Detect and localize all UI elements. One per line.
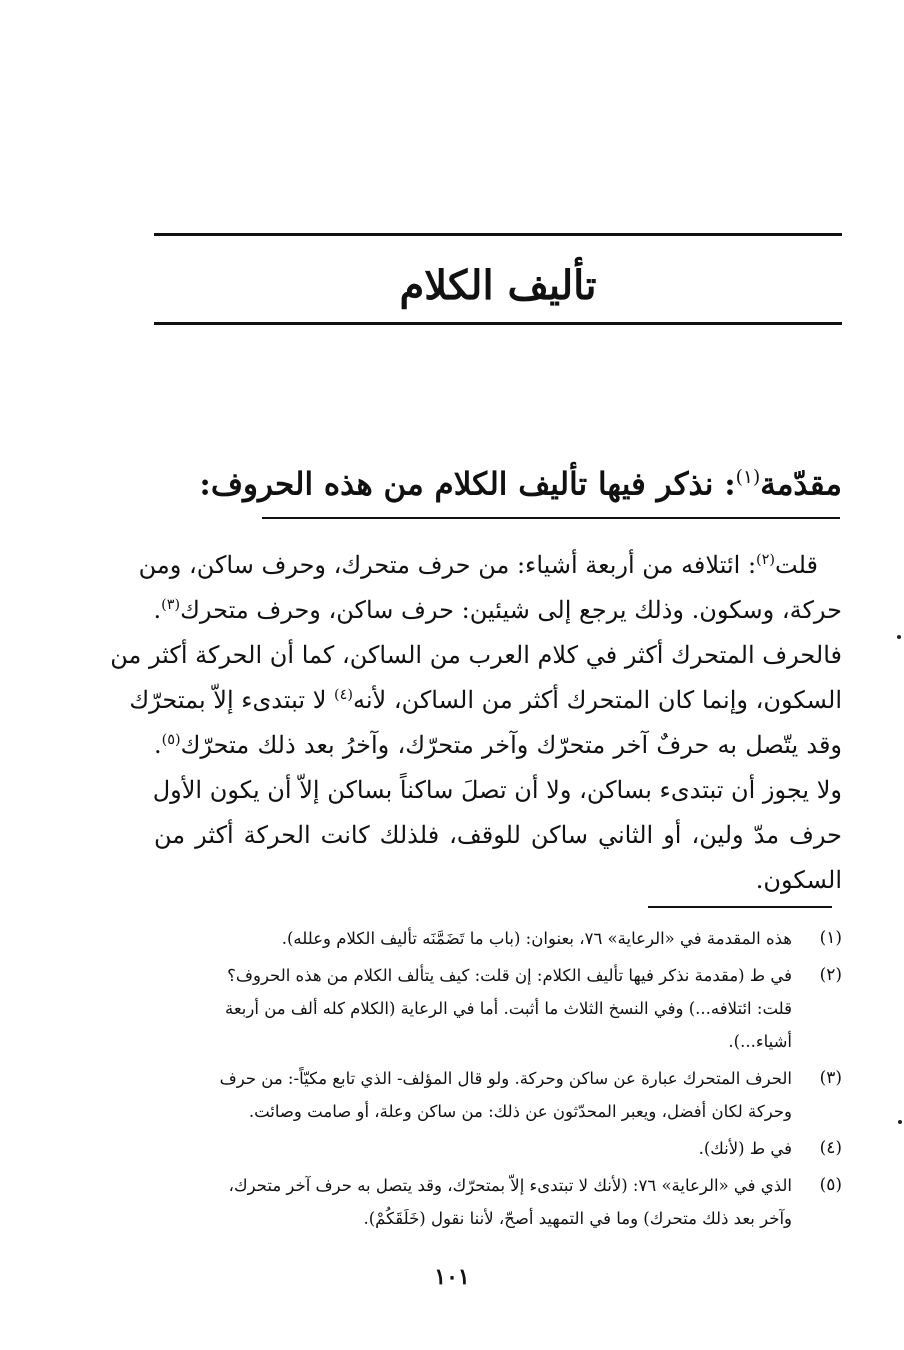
footnote-number: (٤) (819, 1138, 842, 1158)
footnote-ref: (٤) (334, 687, 353, 703)
footnote (154, 922, 842, 955)
body-line-text: حركة، وسكون. وذلك يرجع إلى شيئين: حرف ساكن، وحرف متحرك (180, 596, 842, 624)
body-line-text: فالحرف المتحرك أكثر في كلام العرب من الساكن، كما أن الحركة أكثر من (110, 641, 842, 669)
body-line-text: قلت (775, 551, 818, 579)
chapter-top-rule (154, 233, 842, 236)
section-heading-text: مقدّمة (760, 466, 842, 503)
footnote-line: هذه المقدمة في «الرعاية» ٧٦، بعنوان: (باب ما تَضَمَّنَه تأليف الكلام وعلله). (281, 929, 792, 948)
footnote-line: وآخر بعد ذلك متحرك) وما في التمهيد أصحّ، لأننا نقول (خَلَقَكُمْ). (363, 1209, 792, 1228)
footnote-line: قلت: ائتلافه...) وفي النسخ الثلاث ما أثبت. أما في الرعاية (الكلام كله ألف من أربعة (225, 999, 792, 1018)
footnote (154, 1132, 842, 1165)
chapter-bottom-rule (154, 322, 842, 325)
margin-speck (897, 635, 901, 639)
chapter-title: تأليف الكلام (399, 262, 597, 309)
body-line (129, 673, 842, 718)
footnote-number: (١) (819, 928, 842, 948)
body-line-text: . (154, 731, 162, 759)
body-line (154, 853, 842, 898)
body-line (154, 583, 842, 628)
footnote-line: في ط (لأنك). (698, 1139, 792, 1158)
footnote-number: (٣) (819, 1068, 842, 1088)
footnote (154, 1062, 842, 1128)
section-heading (142, 452, 842, 510)
footnotes (154, 922, 842, 1239)
body-line-text: لا تبتدىء إلاّ بمتحرّك (129, 686, 335, 714)
body-line-text: وقد يتّصل به حرفٌ آخر متحرّك وآخر متحرّك، وآخرُ بعد ذلك متحرّك (180, 731, 843, 759)
body-text (110, 538, 843, 898)
footnote-separator (648, 906, 832, 908)
footnote-ref: (٣) (161, 597, 181, 613)
body-line (154, 718, 842, 763)
footnote-line: الذي في «الرعاية» ٧٦: (لأنك لا تبتدىء إلاّ بمتحرّك، وقد يتصل به حرف آخر متحرك، (228, 1176, 792, 1195)
body-line-text: ولا يجوز أن تبتدىء بساكن، ولا أن تصلَ ساكناً بساكن إلاّ أن يكون الأول (152, 776, 842, 804)
footnote-ref: (٢) (756, 552, 776, 568)
footnote-ref-1: (١) (735, 467, 761, 488)
footnote-ref: (٥) (161, 732, 181, 748)
footnote-line: في ط (مقدمة نذكر فيها تأليف الكلام: إن قلت: كيف يتألف الكلام من هذه الحروف؟ (227, 966, 792, 985)
body-line (154, 808, 842, 853)
body-line-text: السكون، وإنما كان المتحرك أكثر من الساكن، لأنه (353, 686, 842, 714)
footnote-line: وحركة لكان أفضل، ويعبر المحدّثون عن ذلك: من ساكن وعلة، أو صامت وصائت. (248, 1102, 792, 1121)
footnote-line: الحرف المتحرك عبارة عن ساكن وحركة. ولو قال المؤلف- الذي تابع مكيّاً-: من حرف (219, 1069, 792, 1088)
page-number: ١٠١ (434, 1264, 470, 1290)
section-heading-rest: : نذكر فيها تأليف الكلام من هذه الحروف: (199, 466, 736, 503)
footnote-number: (٥) (819, 1175, 842, 1195)
body-line-text: : ائتلافه من أربعة أشياء: من حرف متحرك، وحرف ساكن، ومن (138, 551, 757, 579)
body-line (110, 628, 842, 673)
footnote-number: (٢) (819, 965, 842, 985)
margin-speck (898, 1120, 902, 1124)
body-line (138, 538, 842, 583)
body-line-text: السكون. (755, 866, 842, 894)
body-line-text: حرف مدّ ولين، أو الثاني ساكن للوقف، فلذلك كانت الحركة أكثر من (154, 821, 842, 849)
body-line (154, 763, 842, 808)
body-line-text: . (153, 596, 162, 624)
footnote-line: أشياء...). (728, 1032, 792, 1051)
footnote (154, 1169, 842, 1235)
footnote (154, 959, 842, 1058)
section-underline (262, 517, 840, 519)
